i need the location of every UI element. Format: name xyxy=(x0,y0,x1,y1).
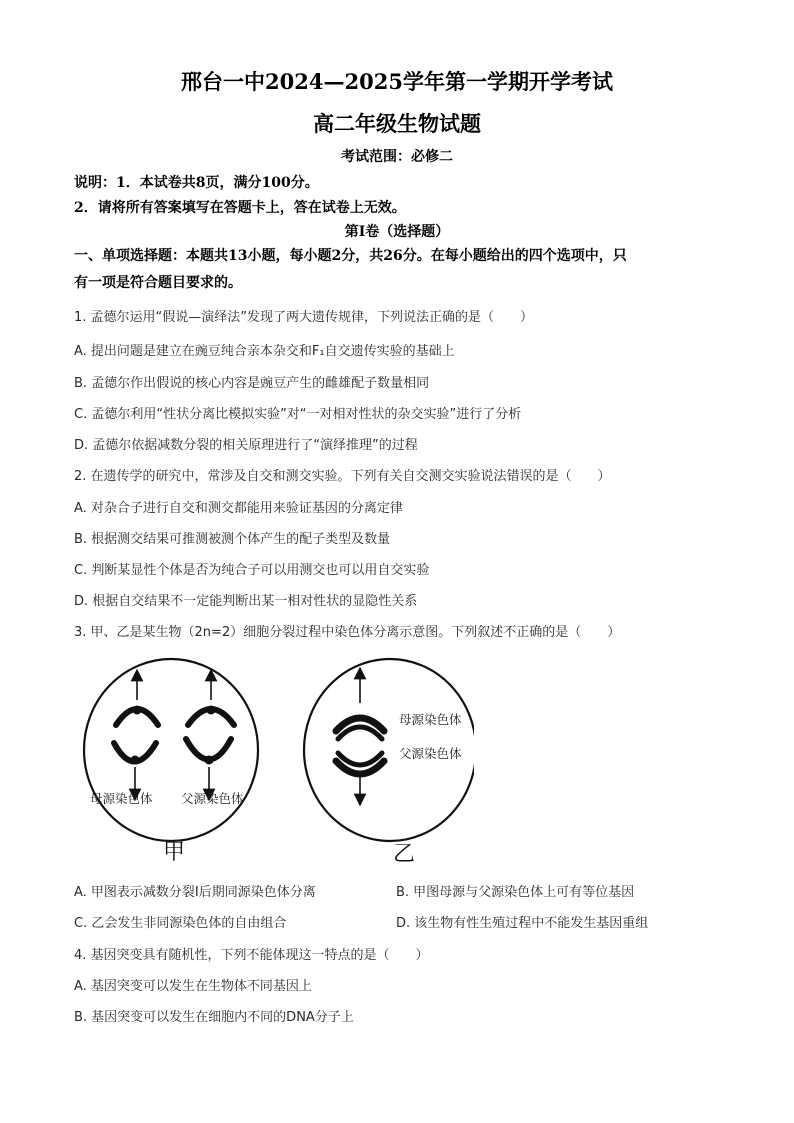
question-3-option-b: B. 甲图母源与父源染色体上可有等位基因 xyxy=(396,885,635,900)
exam-title: 邢台一中2024—2025学年第一学期开学考试 xyxy=(181,69,613,94)
question-3-option-d: D. 该生物有性生殖过程中不能发生基因重组 xyxy=(396,916,649,931)
exam-scope: 考试范围：必修二 xyxy=(341,149,453,165)
question-2-option-a: A. 对杂合子进行自交和测交都能用来验证基因的分离定律 xyxy=(74,501,403,516)
question-1-option-b: B. 孟德尔作出假说的核心内容是豌豆产生的雌雄配子数量相同 xyxy=(74,376,430,391)
chromosome-separation-figure xyxy=(74,655,474,870)
section-instructions-line-2: 有一项是符合题目要求的。 xyxy=(74,275,242,291)
question-4-option-a: A. 基因突变可以发生在生物体不同基因上 xyxy=(74,979,312,994)
question-4-stem: 4. 基因突变具有随机性，下列不能体现这一特点的是（ ） xyxy=(74,948,429,963)
yi-label-paternal: 父源染色体 xyxy=(399,746,462,761)
figure-name-yi: 乙 xyxy=(393,842,416,867)
jia-label-paternal: 父源染色体 xyxy=(181,791,244,806)
question-1-option-a: A. 提出问题是建立在豌豆纯合亲本杂交和F₁自交遗传实验的基础上 xyxy=(74,344,455,359)
question-3-option-c: C. 乙会发生非同源染色体的自由组合 xyxy=(74,916,287,931)
question-4-option-b: B. 基因突变可以发生在细胞内不同的DNA分子上 xyxy=(74,1010,354,1025)
question-2-option-c: C. 判断某显性个体是否为纯合子可以用测交也可以用自交实验 xyxy=(74,563,430,578)
question-1-option-d: D. 孟德尔依据减数分裂的相关原理进行了“演绎推理”的过程 xyxy=(74,438,418,453)
note-line-1: 说明：1．本试卷共8页，满分100分。 xyxy=(74,175,319,191)
question-1-stem: 1. 孟德尔运用“假说—演绎法”发现了两大遗传规律，下列说法正确的是（ ） xyxy=(74,310,534,325)
cell-yi xyxy=(304,659,474,841)
question-3-stem: 3. 甲、乙是某生物（2n=2）细胞分裂过程中染色体分离示意图。下列叙述不正确的是（ ） xyxy=(74,625,621,640)
question-3-option-a: A. 甲图表示减数分裂Ⅰ后期同源染色体分离 xyxy=(74,885,316,900)
question-2-option-d: D. 根据自交结果不一定能判断出某一相对性状的显隐性关系 xyxy=(74,594,418,609)
section-title: 第Ⅰ卷（选择题） xyxy=(344,224,450,240)
section-instructions-line-1: 一、单项选择题：本题共13小题，每小题2分，共26分。在每小题给出的四个选项中，只 xyxy=(74,248,627,264)
cell-jia xyxy=(84,659,258,841)
question-2-option-b: B. 根据测交结果可推测被测个体产生的配子类型及数量 xyxy=(74,532,391,547)
exam-subtitle: 高二年级生物试题 xyxy=(313,111,481,136)
jia-label-maternal: 母源染色体 xyxy=(90,791,153,806)
question-2-stem: 2. 在遗传学的研究中，常涉及自交和测交实验。下列有关自交测交实验说法错误的是（ ） xyxy=(74,469,611,484)
question-1-option-c: C. 孟德尔利用“性状分离比模拟实验”对“一对相对性状的杂交实验”进行了分析 xyxy=(74,407,522,422)
note-line-2: 2．请将所有答案填写在答题卡上，答在试卷上无效。 xyxy=(74,200,406,216)
yi-label-maternal: 母源染色体 xyxy=(399,712,462,727)
figure-name-jia: 甲 xyxy=(163,840,186,865)
